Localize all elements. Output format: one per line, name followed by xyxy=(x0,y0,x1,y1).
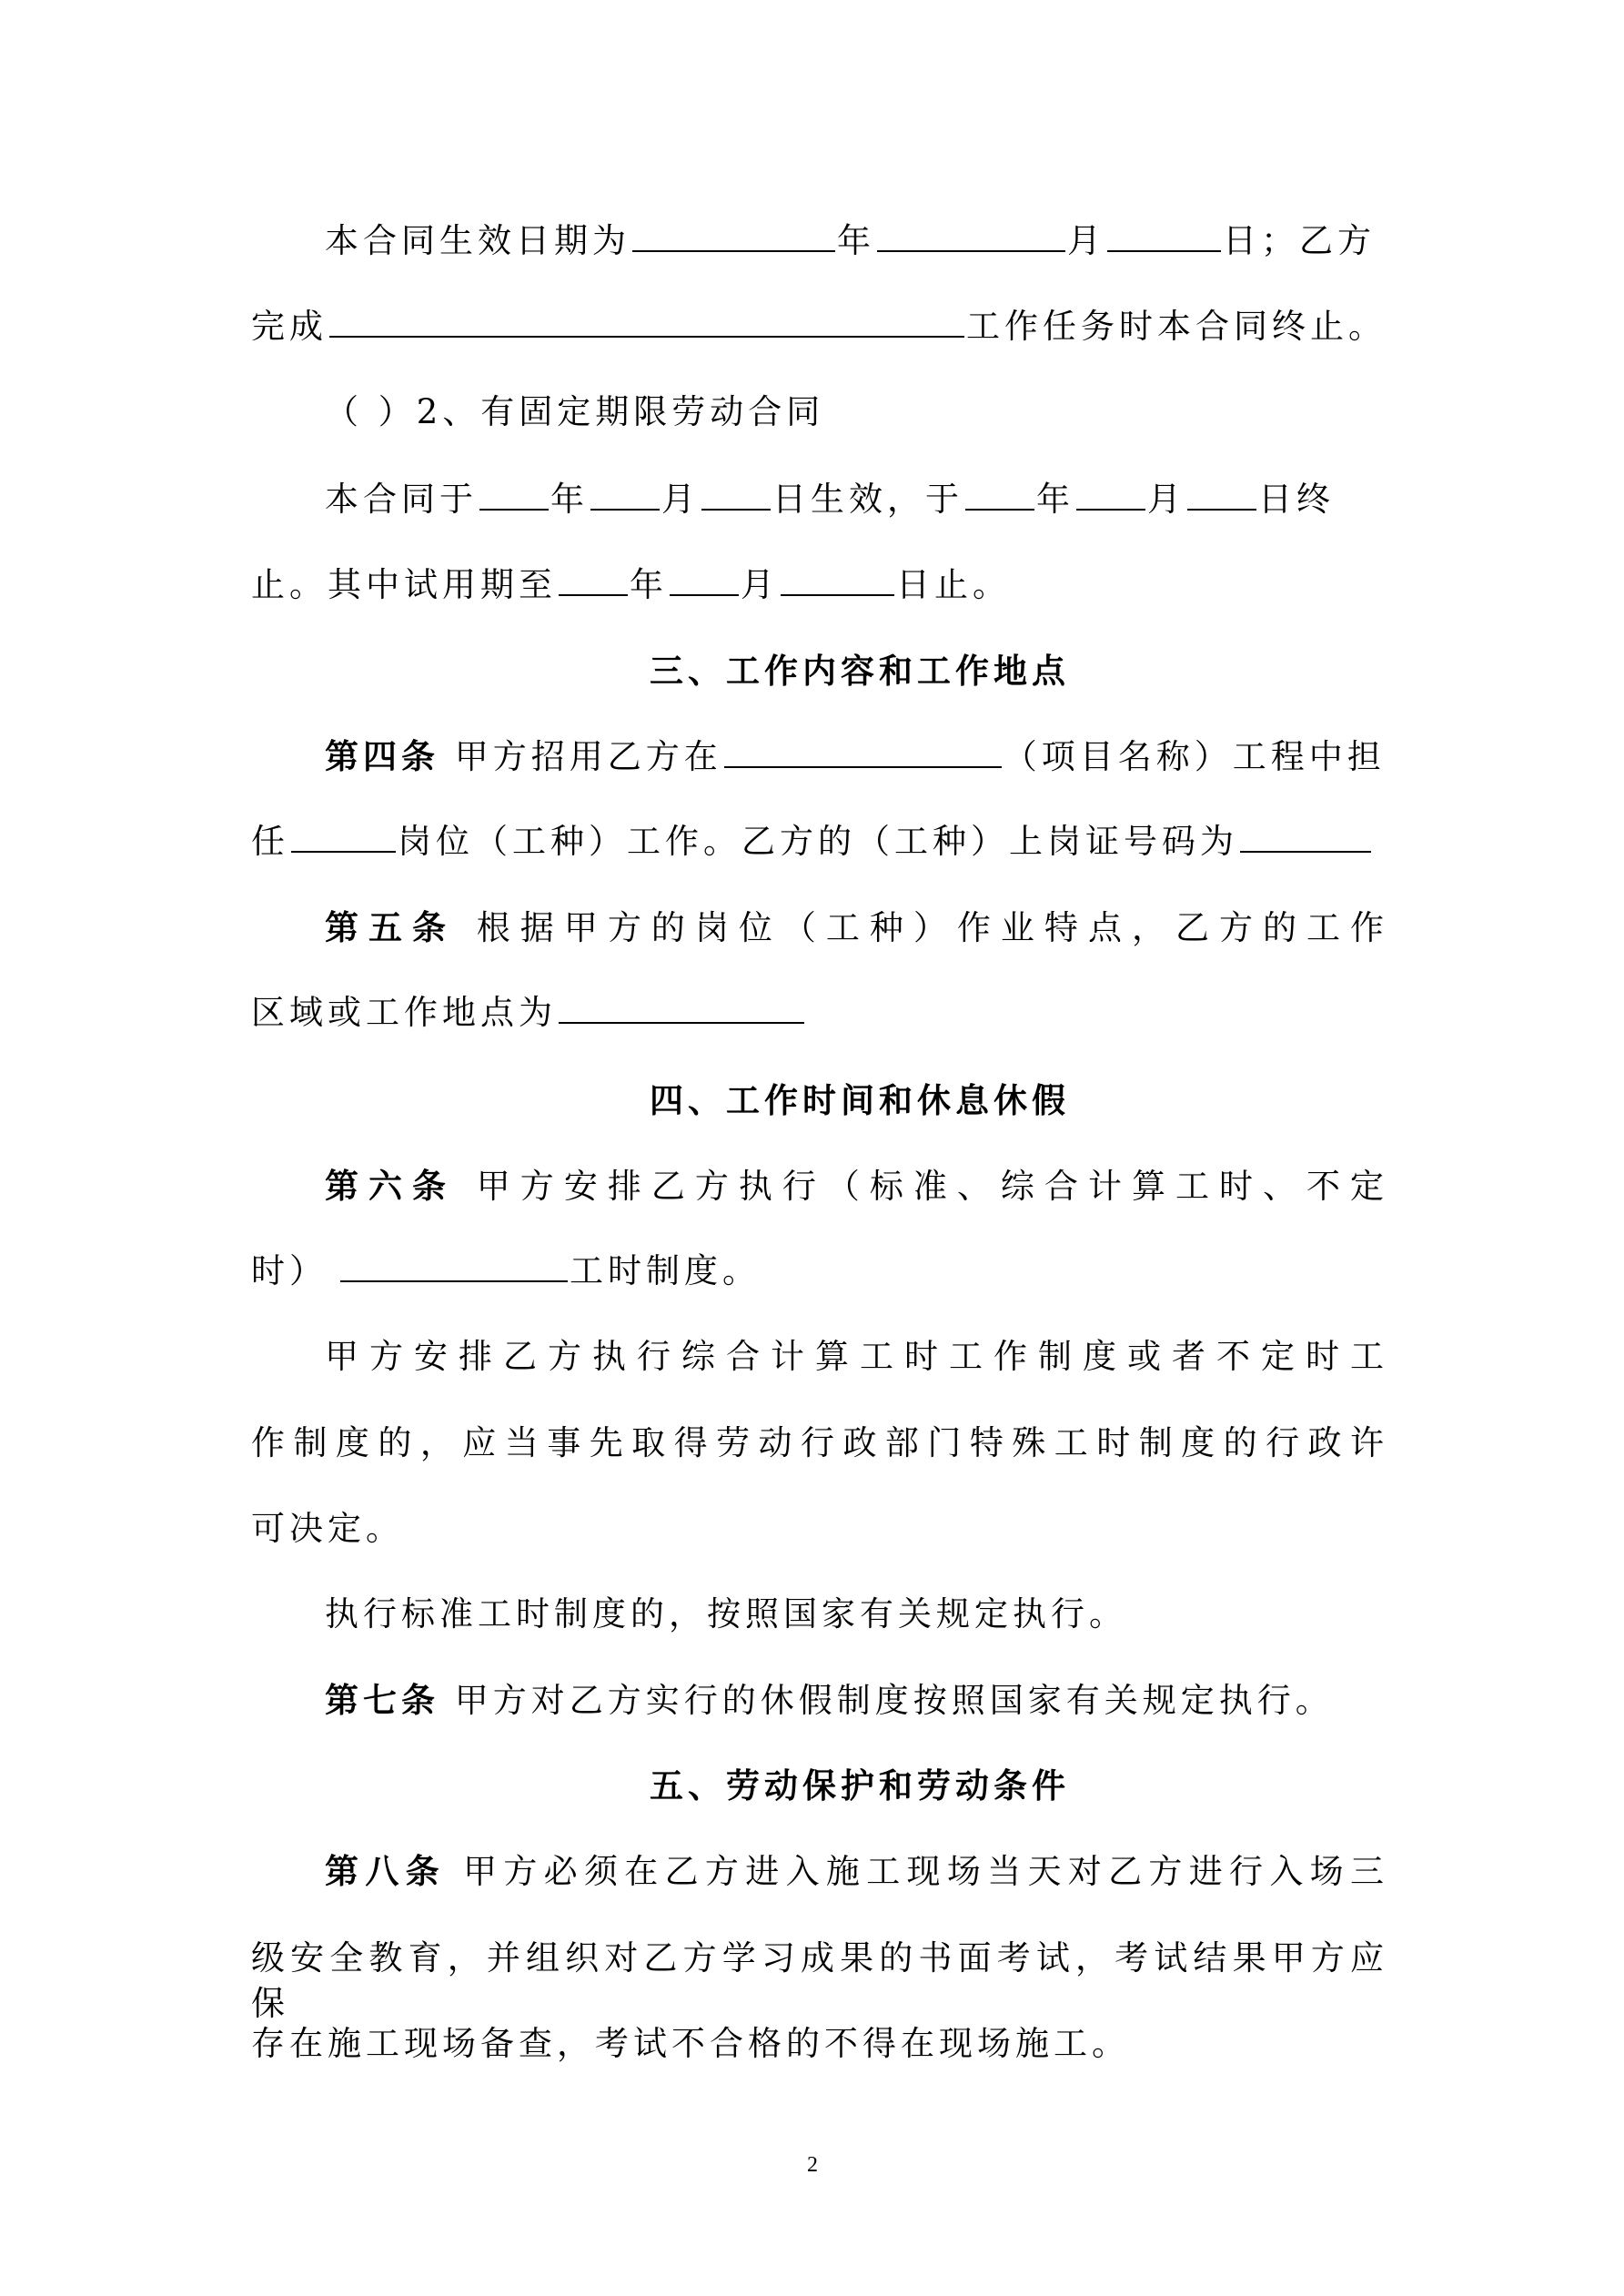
blank xyxy=(590,478,660,511)
text: 根据甲方的岗位（工种）作业特点，乙方的工作 xyxy=(456,908,1388,947)
text: （ ）2、有固定期限劳动合同 xyxy=(325,392,825,431)
text: 甲方安排乙方执行（标准、综合计算工时、不定 xyxy=(456,1167,1388,1206)
article-5-cont xyxy=(251,990,806,1036)
year-blank xyxy=(632,219,835,252)
article-label: 第八条 xyxy=(325,1851,446,1891)
article-7 xyxy=(325,1677,1334,1723)
hours-blank xyxy=(340,1249,568,1282)
article-6 xyxy=(325,1163,1388,1209)
option-2-line xyxy=(325,389,824,435)
text: 日生效，于 xyxy=(772,480,963,519)
text: 工时制度。 xyxy=(570,1251,761,1290)
cert-blank xyxy=(1240,820,1371,853)
blank xyxy=(559,563,628,596)
text: 年 xyxy=(1036,480,1074,519)
text: （项目名称）工程中担 xyxy=(1003,737,1386,776)
paragraph: 作制度的，应当事先取得劳动行政部门特殊工时制度的行政许 xyxy=(251,1423,1388,1462)
location-blank xyxy=(559,991,804,1024)
text: 区域或工作地点为 xyxy=(251,993,557,1032)
text: 月 xyxy=(661,480,700,519)
section-heading-3: 三、工作内容和工作地点 xyxy=(650,651,1070,691)
text: 月 xyxy=(1147,480,1185,519)
effective-date-line xyxy=(325,218,1376,264)
section-heading-5: 五、劳动保护和劳动条件 xyxy=(650,1765,1070,1805)
text: 日止。 xyxy=(896,565,1011,604)
text: 甲方必须在乙方进入施工现场当天对乙方进行入场三 xyxy=(445,1852,1388,1891)
post-blank xyxy=(291,820,396,853)
text: 止。其中试用期至 xyxy=(251,565,557,604)
paragraph: 级安全教育，并组织对乙方学习成果的书面考试，考试结果甲方应保 xyxy=(251,1938,1388,2023)
paragraph: 存在施工现场备查，考试不合格的不得在现场施工。 xyxy=(251,2024,1130,2063)
text: 本合同生效日期为 xyxy=(325,221,630,260)
paragraph: 甲方安排乙方执行综合计算工时工作制度或者不定时工 xyxy=(325,1337,1388,1376)
article-4 xyxy=(325,733,1386,779)
task-blank xyxy=(329,305,964,338)
article-8 xyxy=(325,1848,1388,1894)
page-number: 2 xyxy=(807,2153,818,2177)
article-5 xyxy=(325,905,1388,950)
article-label: 第四条 xyxy=(325,736,439,776)
blank xyxy=(670,563,739,596)
article-label: 第七条 xyxy=(325,1680,439,1720)
text: 甲方招用乙方在 xyxy=(439,737,722,776)
paragraph: 执行标准工时制度的，按照国家有关规定执行。 xyxy=(325,1594,1127,1633)
text: 本合同于 xyxy=(325,480,478,519)
article-6-cont xyxy=(251,1249,761,1294)
section-heading-4: 四、工作时间和休息休假 xyxy=(650,1080,1070,1120)
blank xyxy=(701,478,771,511)
paragraph: 可决定。 xyxy=(251,1509,404,1548)
blank xyxy=(781,563,894,596)
text: 月 xyxy=(741,565,779,604)
text: 日；乙方 xyxy=(1223,221,1376,260)
text: 岗位（工种）工作。乙方的（工种）上岗证号码为 xyxy=(398,822,1238,861)
completion-line xyxy=(251,304,1387,349)
article-label: 第五条 xyxy=(325,907,457,947)
text: 时） xyxy=(251,1251,328,1290)
blank xyxy=(1076,478,1145,511)
text: 任 xyxy=(251,822,289,861)
blank xyxy=(965,478,1034,511)
project-blank xyxy=(724,735,1002,768)
blank xyxy=(1187,478,1256,511)
text: 年 xyxy=(630,565,668,604)
day-blank xyxy=(1107,219,1221,252)
text: 甲方对乙方实行的休假制度按照国家有关规定执行。 xyxy=(439,1681,1334,1720)
text: 年 xyxy=(550,480,589,519)
article-label: 第六条 xyxy=(325,1166,457,1206)
fixed-term-line xyxy=(325,477,1335,522)
text: 工作任务时本合同终止。 xyxy=(966,307,1387,346)
text: 日终 xyxy=(1258,480,1335,519)
month-blank xyxy=(877,219,1065,252)
text: 年 xyxy=(837,221,875,260)
probation-line xyxy=(251,562,1011,608)
blank xyxy=(479,478,549,511)
article-4-cont xyxy=(251,819,1373,865)
text: 完成 xyxy=(251,307,328,346)
text: 月 xyxy=(1067,221,1105,260)
